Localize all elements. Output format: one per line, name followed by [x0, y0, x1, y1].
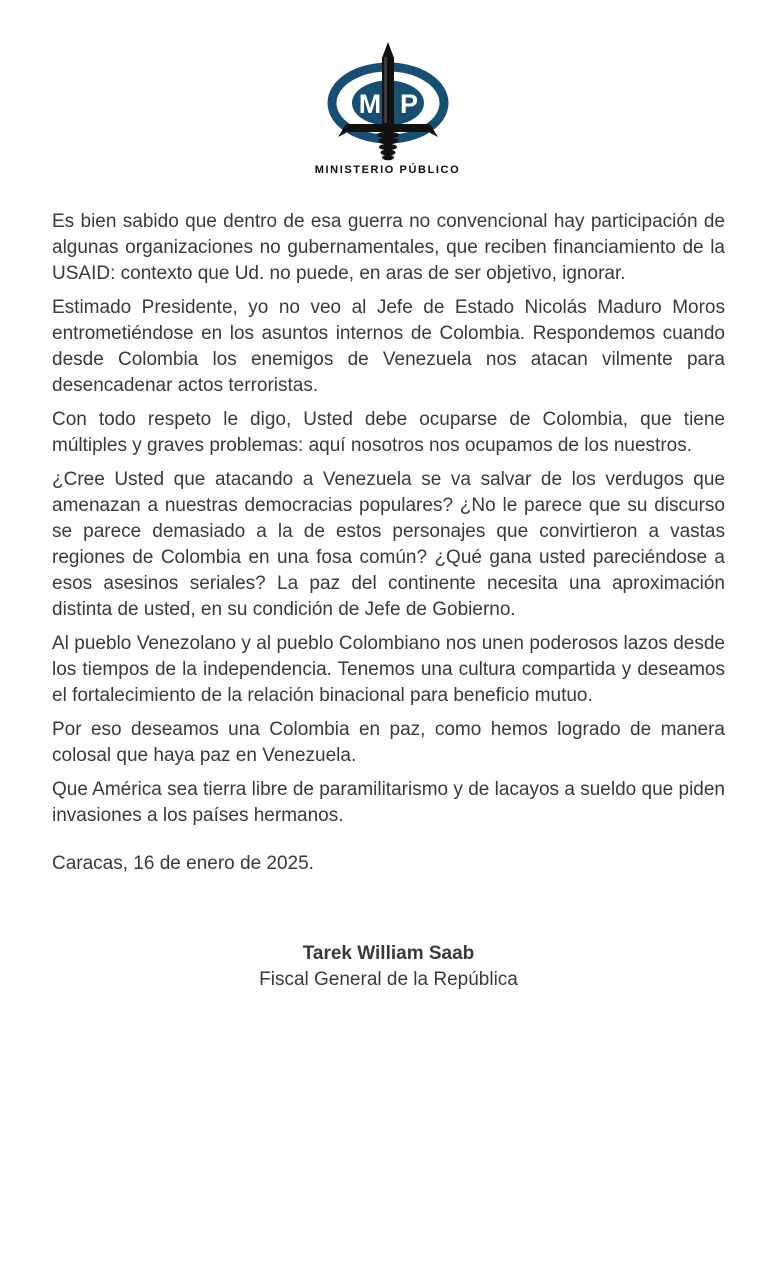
paragraph-4: ¿Cree Usted que atacando a Venezuela se va salvar de los verdugos que amenazan a nuestras democracias populares? ¿No le parece que su discurso se parece demasiado a la de estos personajes que convirtieron a vastas regiones de Colombia en una fosa común? ¿Qué gana usted pareciéndose a esos asesinos seriales? La paz del continente necesita una aproximación distinta de usted, en su condición de Jefe de Gobierno. — [52, 469, 725, 620]
logo-monogram-p: P — [399, 89, 418, 119]
letterhead — [0, 0, 775, 177]
logo-monogram-m: M — [358, 89, 381, 119]
paragraph-7: Que América sea tierra libre de paramilitarismo y de lacayos a sueldo que piden invasiones a los países hermanos. — [52, 779, 725, 826]
letter-body — [52, 209, 725, 993]
ministerio-publico-logo — [313, 40, 463, 162]
paragraph-1: Es bien sabido que dentro de esa guerra no convencional hay participación de algunas organizaciones no gubernamentales, que reciben financiamiento de la USAID: contexto que Ud. no puede, en aras de ser objetivo, ignorar. — [52, 211, 725, 284]
signature-block — [52, 941, 725, 993]
paragraph-5: Al pueblo Venezolano y al pueblo Colombiano nos unen poderosos lazos desde los tiempos de la independencia. Tenemos una cultura compartida y deseamos el fortalecimiento de la relación binacional para beneficio mutuo. — [52, 633, 725, 706]
dateline: Caracas, 16 de enero de 2025. — [52, 853, 314, 874]
signature-name: Tarek William Saab — [302, 943, 475, 964]
logo-caption: MINISTERIO PÚBLICO — [314, 164, 461, 176]
paragraph-2: Estimado Presidente, yo no veo al Jefe de Estado Nicolás Maduro Moros entrometiéndose en los asuntos internos de Colombia. Respondemos cuando desde Colombia los enemigos de Venezuela nos atacan vilmente para desencadenar actos terroristas. — [52, 297, 725, 396]
paragraph-6: Por eso deseamos una Colombia en paz, como hemos logrado de manera colosal que haya paz en Venezuela. — [52, 719, 725, 766]
paragraph-3: Con todo respeto le digo, Usted debe ocuparse de Colombia, que tiene múltiples y graves problemas: aquí nosotros nos ocupamos de los nuestros. — [52, 409, 725, 456]
signature-title: Fiscal General de la República — [259, 969, 518, 990]
